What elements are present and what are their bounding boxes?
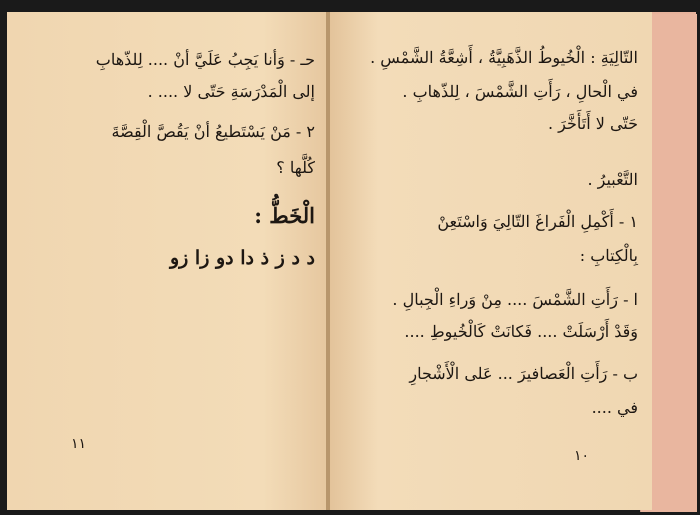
text-line: حَتّى لا أَتَأَخَّرَ .: [547, 114, 638, 133]
text-line: بِالْكِتابِ :: [579, 246, 638, 265]
text-line: ا - رَأَتِ الشَّمْسَ .... مِنْ وَراءِ الْجِبالِ .: [392, 290, 638, 309]
text-line: وَقَدْ أَرْسَلَتْ .... فَكانَتْ كَالْخُيوطِ ....: [404, 322, 638, 341]
text-line: كُلَّها ؟: [276, 158, 315, 177]
text-line: إلى الْمَدْرَسَةِ حَتّى لا .... .: [147, 82, 315, 101]
text-line: في الْحالِ ، رَأَتِ الشَّمْسَ ، لِلذّهابِ .: [402, 82, 638, 101]
text-line: التّالِيَةِ : الْخُيوطُ الذَّهَبِيَّةُ ، أَشِعَّةُ الشَّمْسِ .: [370, 48, 638, 67]
handwriting-letters: د د ز ذ دا دو زا زو: [169, 247, 315, 269]
page-number: ١١: [71, 436, 87, 452]
section-heading: الْخَطُّ :: [254, 203, 315, 228]
text-line: حـ - وَأنا يَجِبُ عَلَيَّ أنْ .... لِلذّهابِ: [95, 50, 315, 69]
text-line: ١ - أَكْمِلِ الْفَراغَ التّالِيَ وَاسْتَعِنْ: [437, 212, 638, 231]
text-line: ب - رَأَتِ الْعَصافيرَ ... عَلى الْأَشْجارِ: [409, 364, 638, 383]
section-heading: التَّعْبيرُ .: [587, 170, 638, 189]
left-page: [7, 12, 327, 510]
text-line: في ....: [591, 398, 638, 417]
text-line: ٢ - مَنْ يَسْتَطيعُ أنْ يَقُصَّ الْقِصَّةَ: [111, 122, 315, 141]
right-page: [330, 12, 652, 510]
page-number: ١٠: [574, 448, 590, 464]
